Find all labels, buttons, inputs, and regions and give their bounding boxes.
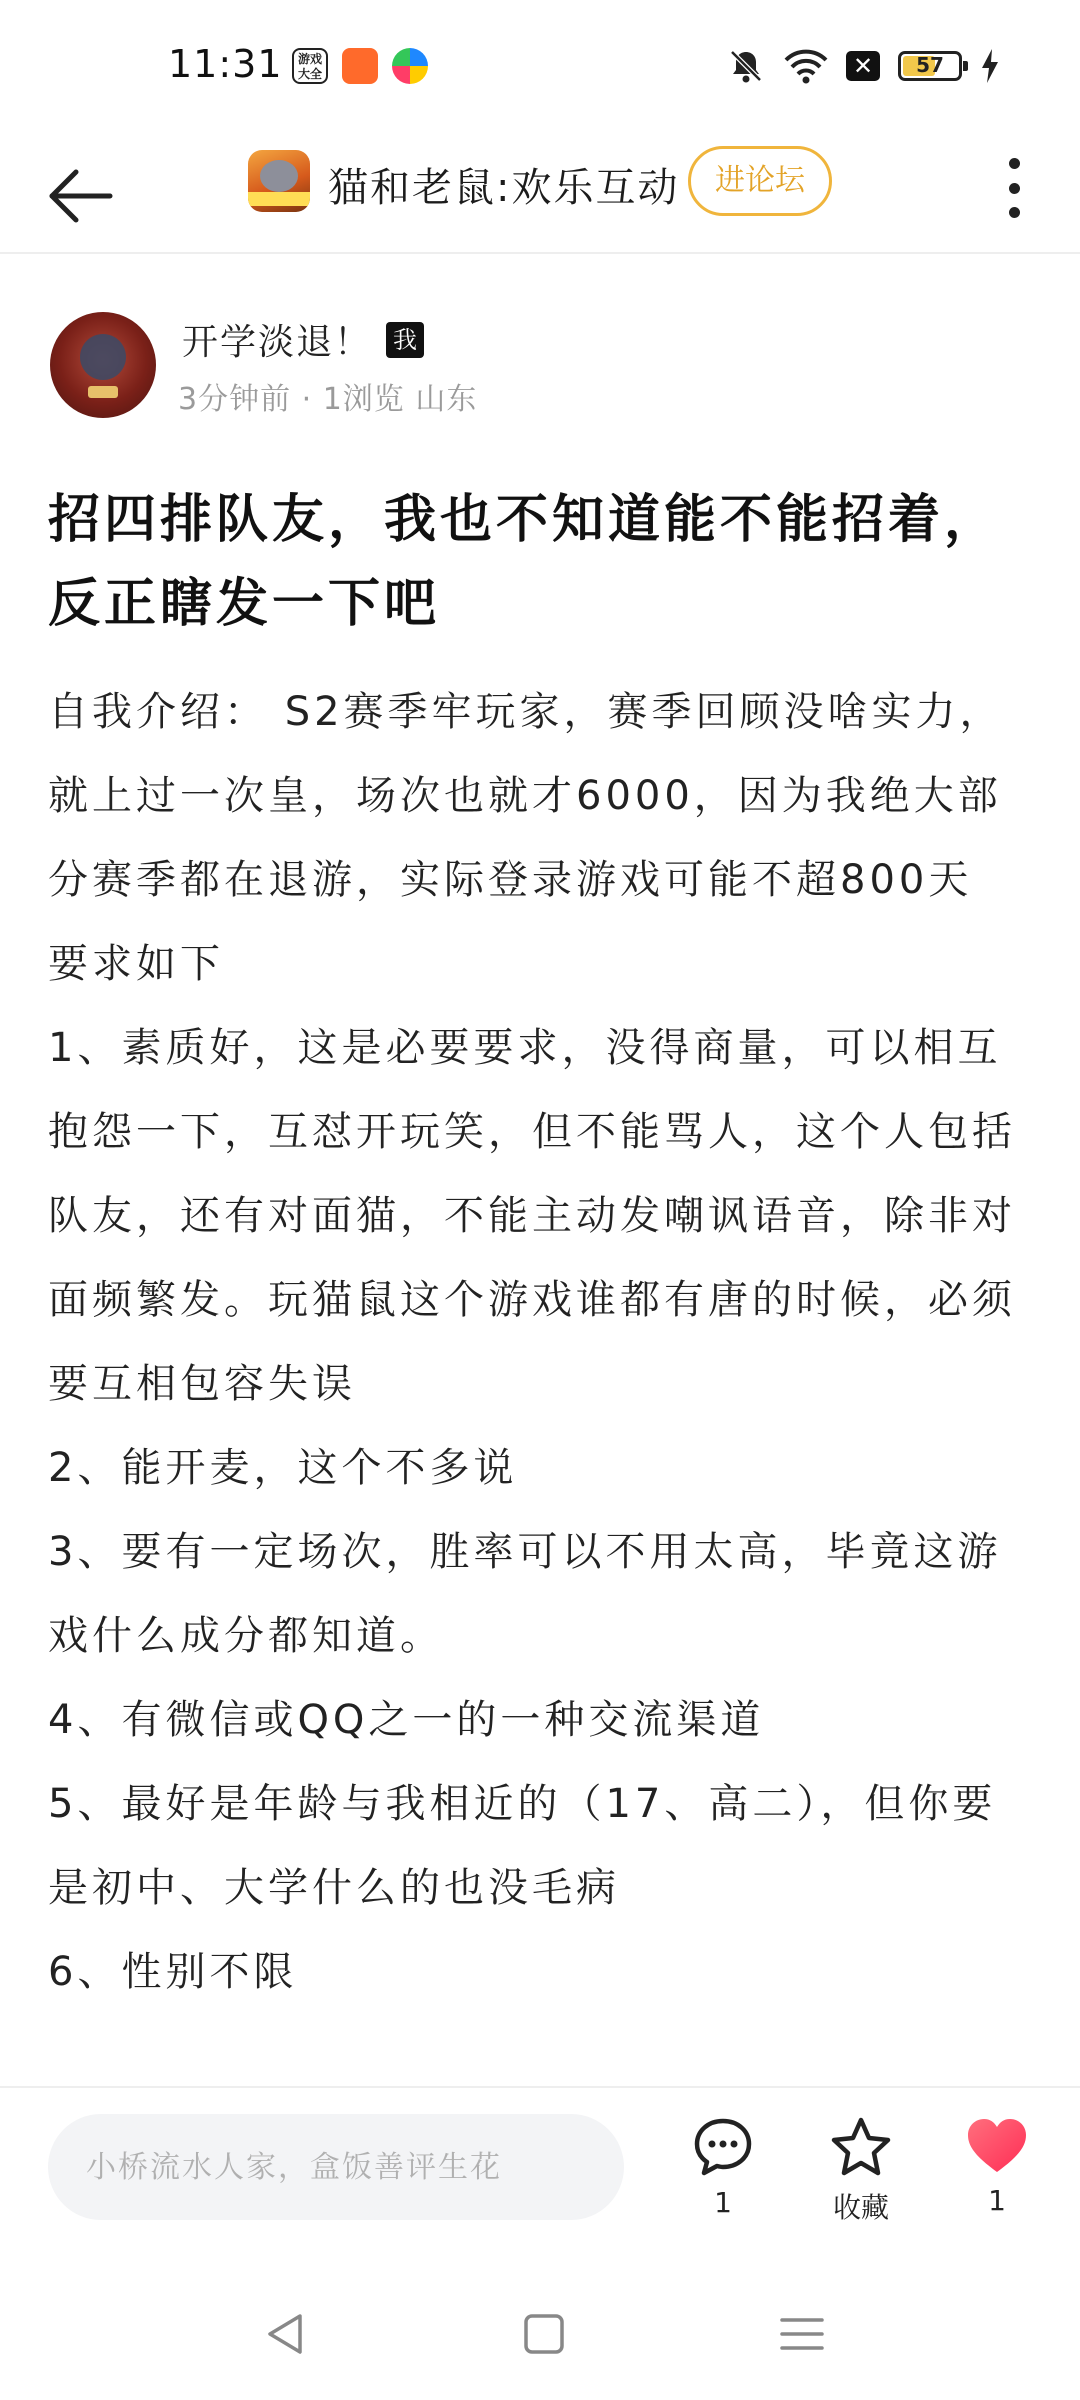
comment-input[interactable]	[48, 2114, 624, 2220]
favorite-button[interactable]	[806, 2116, 916, 2226]
like-count: 1	[988, 2184, 1006, 2217]
post-paragraph: 4、有微信或QQ之一的一种交流渠道	[48, 1697, 765, 1743]
more-vertical-icon[interactable]	[994, 150, 1034, 226]
enter-forum-button[interactable]: 进论坛	[688, 146, 832, 216]
like-button[interactable]	[942, 2116, 1052, 2217]
charging-bolt-icon	[980, 49, 1000, 83]
post-meta: 3分钟前 · 1浏览 山东	[178, 382, 478, 417]
post-body	[48, 670, 1038, 2014]
system-navigation-bar	[0, 2264, 1080, 2400]
wifi-icon	[784, 48, 828, 84]
app-notification-icon	[342, 48, 378, 84]
status-app-icons	[292, 48, 428, 84]
nav-menu-icon[interactable]	[772, 2304, 832, 2364]
back-arrow-icon[interactable]	[44, 158, 120, 234]
post-title: 招四排队友，我也不知道能不能招着，反正瞎发一下吧	[48, 490, 1001, 634]
post-paragraph: 2、能开麦，这个不多说	[48, 1445, 518, 1491]
mute-bell-icon	[726, 46, 766, 86]
game-center-notification-icon: 游戏大全	[292, 48, 328, 84]
post-paragraph: 自我介绍： S2赛季牢玩家，赛季回顾没啥实力，就上过一次皇，场次也就才6000，因为我绝大部分赛季都在退游，实际登录游戏可能不超800天	[48, 689, 1004, 903]
browser-notification-icon	[392, 48, 428, 84]
nav-back-icon[interactable]	[256, 2304, 316, 2364]
heart-icon	[965, 2116, 1029, 2176]
post-paragraph: 3、要有一定场次，胜率可以不用太高，毕竟这游戏什么成分都知道。	[48, 1529, 1002, 1659]
comment-button[interactable]	[668, 2116, 778, 2219]
top-app-bar	[0, 136, 1080, 254]
forum-title[interactable]: 猫和老鼠:欢乐互动	[328, 165, 680, 211]
status-time: 11:31	[168, 42, 283, 86]
nav-home-icon[interactable]	[514, 2304, 574, 2364]
status-system-icons	[726, 46, 1000, 86]
post-paragraph: 6、性别不限	[48, 1949, 298, 1995]
game-icon[interactable]	[248, 150, 310, 212]
bottom-action-bar	[0, 2086, 1080, 2264]
comment-count: 1	[714, 2186, 732, 2219]
battery-level: 57	[916, 53, 944, 77]
author-name[interactable]: 开学淡退！	[182, 322, 373, 363]
star-icon	[829, 2116, 893, 2178]
post-paragraph: 1、素质好，这是必要要求，没得商量，可以相互抱怨一下，互怼开玩笑，但不能骂人，这个人包括队友，还有对面猫，不能主动发嘲讽语音，除非对面频繁发。玩猫鼠这个游戏谁都有唐的时候，必须要互相包容失误	[48, 1025, 1016, 1407]
chat-bubble-icon	[692, 2116, 754, 2178]
status-bar	[0, 0, 1080, 136]
me-badge: 我	[386, 322, 424, 358]
post-paragraph: 要求如下	[48, 941, 224, 987]
post-paragraph: 5、最好是年龄与我相近的（17、高二），但你要是初中、大学什么的也没毛病	[48, 1781, 997, 1911]
author-avatar[interactable]	[50, 312, 156, 418]
favorite-label: 收藏	[832, 2191, 889, 2224]
x-notification-icon: ✕	[846, 51, 880, 81]
battery-icon	[898, 51, 962, 81]
